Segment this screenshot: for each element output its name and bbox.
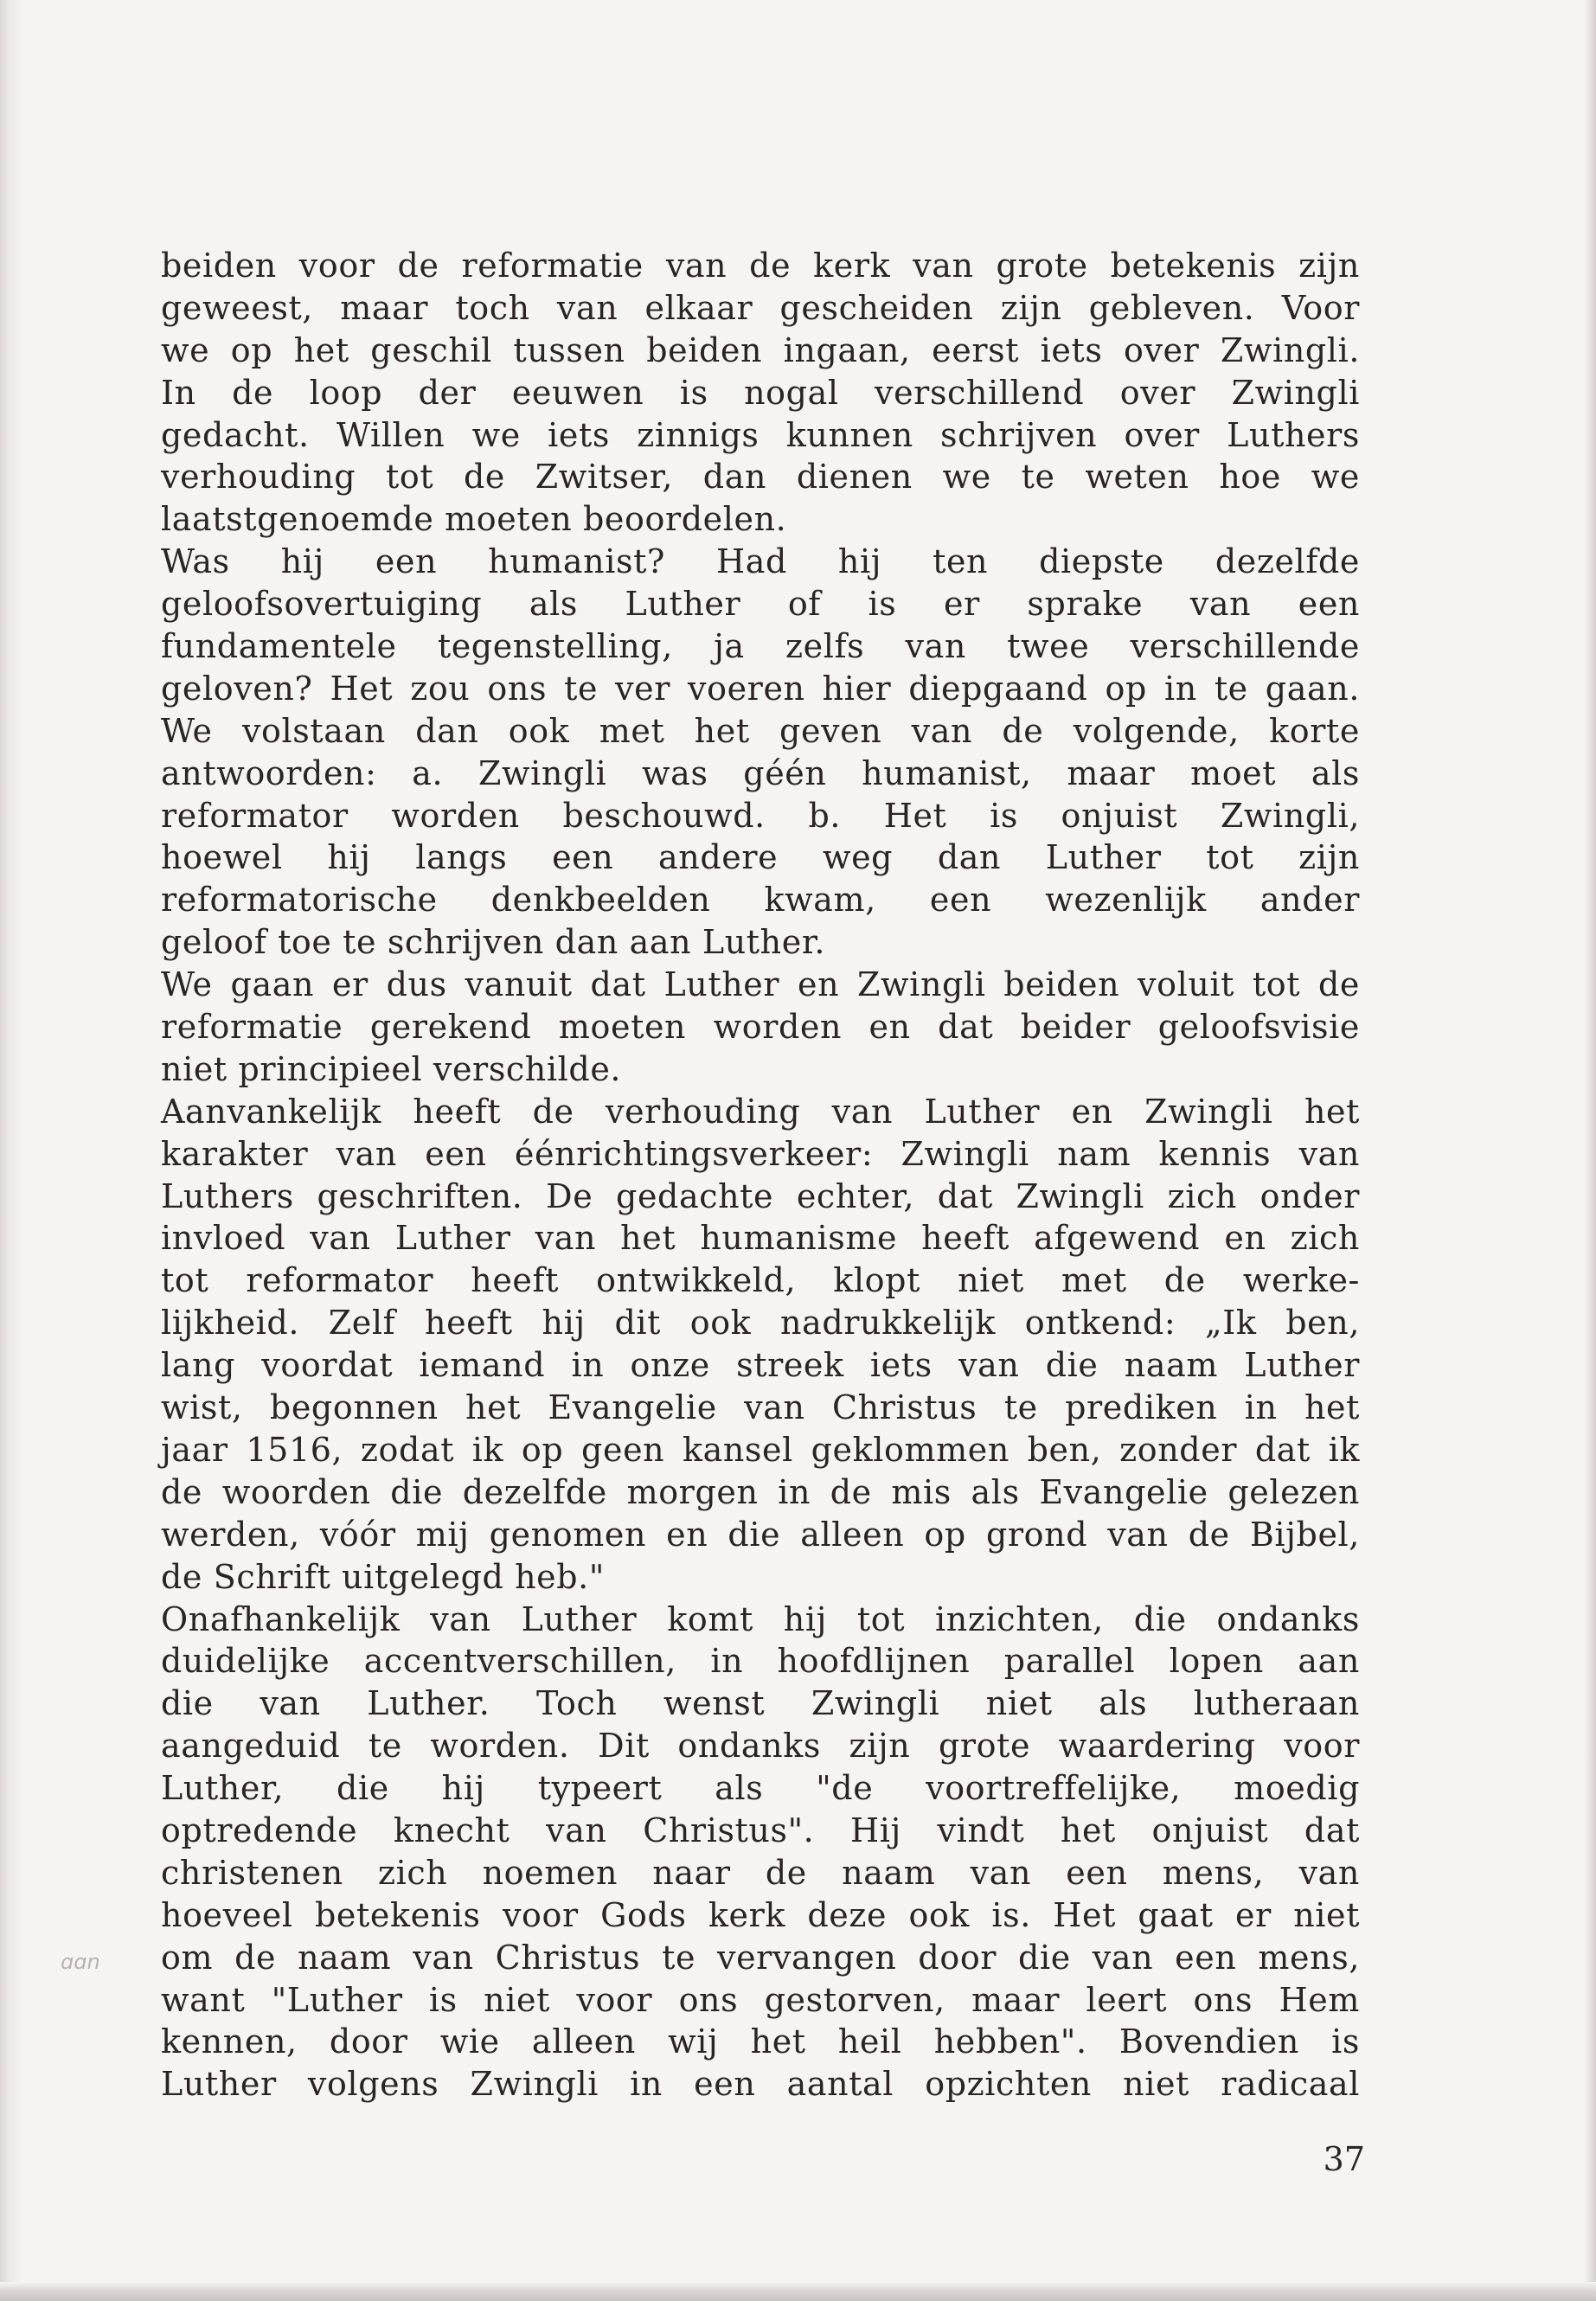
text-line: Luthers geschriften. De gedachte echter, dat Zwingli zich onder bbox=[161, 1176, 1360, 1215]
text-line: jaar 1516, zodat ik op geen kansel geklommen ben, zonder dat ik bbox=[161, 1430, 1360, 1469]
text-line: die van Luther. Toch wenst Zwingli niet als lutheraan bbox=[161, 1684, 1360, 1723]
text-line: lijkheid. Zelf heeft hij dit ook nadrukkelijk ontkend: „Ik ben, bbox=[161, 1304, 1360, 1343]
text-line: tot reformator heeft ontwikkeld, klopt niet met de werke- bbox=[161, 1261, 1360, 1300]
text-line: hoeveel betekenis voor Gods kerk deze ook is. Het gaat er niet bbox=[161, 1895, 1360, 1934]
text-line: want "Luther is niet voor ons gestorven, maar leert ons Hem bbox=[161, 1980, 1360, 2019]
text-line: wist, begonnen het Evangelie van Christus te prediken in het bbox=[161, 1388, 1360, 1427]
text-line: Onafhankelijk van Luther komt hij tot inzichten, die ondanks bbox=[161, 1599, 1360, 1638]
margin-note: ɑɑn bbox=[61, 1950, 100, 1974]
text-line: optredende knecht van Christus". Hij vindt het onjuist dat bbox=[161, 1811, 1360, 1849]
text-line: geloven? Het zou ons te ver voeren hier diepgaand op in te gaan. bbox=[161, 669, 1360, 708]
text-line: gedacht. Willen we iets zinnigs kunnen schrijven over Luthers bbox=[161, 415, 1360, 454]
text-line: geloofsovertuiging als Luther of is er sprake van een bbox=[161, 585, 1360, 624]
text-line: christenen zich noemen naar de naam van een mens, van bbox=[161, 1853, 1360, 1892]
text-line: antwoorden: a. Zwingli was géén humanist, maar moet als bbox=[161, 753, 1360, 792]
text-line: Luther, die hij typeert als "de voortreffelijke, moedig bbox=[161, 1769, 1360, 1808]
text-line: In de loop der eeuwen is nogal verschillend over Zwingli bbox=[161, 373, 1360, 412]
page-bottom-edge bbox=[0, 2282, 1596, 2301]
text-line: niet principieel verschilde. bbox=[161, 1049, 622, 1088]
text-line: Was hij een humanist? Had hij ten diepste dezelfde bbox=[161, 542, 1360, 581]
page-left-edge bbox=[0, 0, 22, 2301]
text-line: reformatorische denkbeelden kwam, een wezenlijk ander bbox=[161, 881, 1360, 920]
text-line: geweest, maar toch van elkaar gescheiden zijn gebleven. Voor bbox=[161, 288, 1360, 327]
text-line: lang voordat iemand in onze streek iets van die naam Luther bbox=[161, 1346, 1360, 1385]
page-right-edge bbox=[1584, 0, 1596, 2301]
text-line: duidelijke accentverschillen, in hoofdlijnen parallel lopen aan bbox=[161, 1642, 1360, 1681]
text-line: Luther volgens Zwingli in een aantal opzichten niet radicaal bbox=[161, 2065, 1360, 2104]
text-line: om de naam van Christus te vervangen door die van een mens, bbox=[161, 1938, 1360, 1977]
text-line: hoewel hij langs een andere weg dan Luther tot zijn bbox=[161, 838, 1360, 877]
text-line: de Schrift uitgelegd heb." bbox=[161, 1557, 605, 1596]
body-text bbox=[161, 245, 1360, 2106]
text-line: we op het geschil tussen beiden ingaan, eerst iets over Zwingli. bbox=[161, 330, 1360, 369]
text-line: invloed van Luther van het humanisme heeft afgewend en zich bbox=[161, 1219, 1360, 1258]
text-line: We gaan er dus vanuit dat Luther en Zwingli beiden voluit tot de bbox=[161, 965, 1360, 1004]
text-line: de woorden die dezelfde morgen in de mis als Evangelie gelezen bbox=[161, 1472, 1360, 1511]
text-line: beiden voor de reformatie van de kerk van grote betekenis zijn bbox=[161, 247, 1360, 285]
text-line: laatstgenoemde moeten beoordelen. bbox=[161, 500, 787, 539]
text-line: reformator worden beschouwd. b. Het is onjuist Zwingli, bbox=[161, 796, 1360, 835]
text-line: kennen, door wie alleen wij het heil hebben". Bovendien is bbox=[161, 2022, 1360, 2061]
text-line: fundamentele tegenstelling, ja zelfs van twee verschillende bbox=[161, 627, 1360, 666]
text-line: aangeduid te worden. Dit ondanks zijn grote waardering voor bbox=[161, 1727, 1360, 1766]
page-number: 37 bbox=[1323, 2140, 1365, 2178]
text-line: werden, vóór mij genomen en die alleen op grond van de Bijbel, bbox=[161, 1515, 1360, 1554]
text-line: geloof toe te schrijven dan aan Luther. bbox=[161, 923, 826, 962]
text-line: karakter van een éénrichtingsverkeer: Zwingli nam kennis van bbox=[161, 1134, 1360, 1173]
text-line: Aanvankelijk heeft de verhouding van Luther en Zwingli het bbox=[161, 1092, 1360, 1131]
text-line: We volstaan dan ook met het geven van de volgende, korte bbox=[161, 711, 1360, 750]
text-line: verhouding tot de Zwitser, dan dienen we te weten hoe we bbox=[161, 458, 1360, 497]
text-line: reformatie gerekend moeten worden en dat beider geloofsvisie bbox=[161, 1008, 1360, 1047]
